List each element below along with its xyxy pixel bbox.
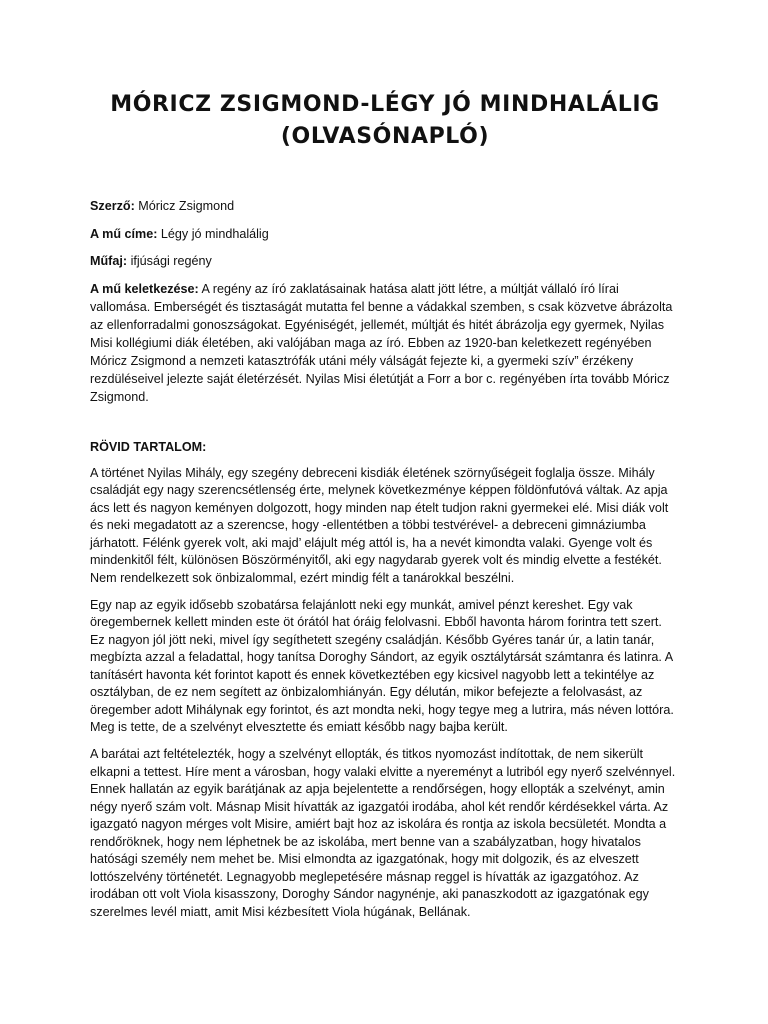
summary-paragraph-1: A történet Nyilas Mihály, egy szegény debreceni kisdiák életének szörnyűségeit foglalja össze. Mihály családját egy nagy szerencsétlenség érte, melynek következménye képpen földönfutóvá váltak. Az apja ács lett és nagyon keményen dolgozott, hogy minden nap ételt tudjon rakni gyermekei elé. Misi diák volt és neki megadatott az a szerencse, hogy -ellentétben a többi testvérével- a debreceni gimnáziumba járhatott. Félénk gyerek volt, aki majd’ elájult még attól is, ha a nevét kimondta valaki. Gyenge volt és mindenkitől félt, különösen Böszörményitől, aki egy nagydarab gyerek volt és mindig elvette a festékét. Nem rendelkezett sok önbizalommal, ezért mindig félt a tanárokkal beszélni. [90,465,669,585]
summary-paragraph-3: A barátai azt feltételezték, hogy a szelvényt ellopták, és titkos nyomozást indítottak, de nem sikerült elkapni a tettest. Híre ment a városban, hogy valaki elvitte a nyereményt a lutriból egy nyerő szelvénnyel. Ennek hallatán az egyik barátjának az apja bejelentette a rendőrségen, hogy ellopták a szelvényt, amin négy nyerő szám volt. Másnap Misit hívatták az igazgatói irodába, ahol két rendőr kérdésekkel várta. Az igazgató nagyon mérges volt Misire, amiért bajt hoz az iskolára és rontja az iskola becsületét. Mondta a rendőröknek, hogy nem léphetnek be az iskolába, mert benne van a szabályzatban, hogy hivatalos hatósági személy nem mehet be. Misi elmondta az igazgatónak, hogy mit dolgozik, és az elveszett lottószelvény történetét. Legnagyobb meglepetésére másnap reggel is hívatták az igazgatóhoz. Az irodában ott volt Viola kisasszony, Doroghy Sándor nagynénje, aki panaszkodott az igazgatónak egy szerelmes levél miatt, amit Misi kézbesített Viola húgának, Bellának. [90,747,676,919]
metadata-block [90,197,680,406]
document-title [90,0,680,153]
work-title-value: Légy jó mindhalálig [160,226,269,241]
title-line-2: (OLVASÓNAPLÓ) [280,124,490,149]
genre-value: ifjúsági regény [130,254,212,268]
work-title-label: A mű címe: [90,226,158,241]
summary-heading: RÖVID TARTALOM: [90,439,207,454]
origin-row [90,280,680,406]
author-row [90,197,680,215]
genre-row [90,252,680,270]
document-page [90,0,680,931]
genre-label: Műfaj: [90,254,128,268]
author-label: Szerző: [90,199,135,213]
origin-value: A regény az író zaklatásainak hatása alatt jött létre, a múltját vállaló író lírai vallomása. Emberségét és tisztaságát mutatta fel benne a vádakkal szemben, s csak közvetve ábrázolta az ellenforradalmi gonoszságokat. Egyéniségét, jellemét, múltját és hitét ábrázolja egy gyermek, Nyilas Misi kollégiumi diák életében, aki valójában maga az író. Ebben az 1920-ban keletkezett regényében Móricz Zsigmond a nemzeti katasztrófák utáni mély válságát fejezte ki, a gyermeki szív” érzékeny rezdüléseivel jelezte saját életérzését. Nyilas Misi életútját a Forr a bor c. regényében írta tovább Móricz Zsigmond. [90,281,673,404]
origin-label: A mű keletkezése: [90,281,199,296]
author-value: Móricz Zsigmond [138,199,235,213]
title-line-1: MÓRICZ ZSIGMOND-LÉGY JÓ MINDHALÁLIG [110,92,660,117]
summary-paragraph-2: Egy nap az egyik idősebb szobatársa felajánlott neki egy munkát, amivel pénzt kereshet. Egy vak öregembernek kellett minden este öt órától hat óráig felolvasni. Ebből havonta három forintra tett szert. Ez nagyon jól jött neki, mivel így segíthetett szegény családján. Később Gyéres tanár úr, a latin tanár, megbízta azzal a feladattal, hogy tanítsa Doroghy Sándort, az egyik osztálytársát számtanra és latinra. A tanításért havonta két forintot kapott és ennek következtében egy kicsivel nagyobb lett a tekintélye az osztályban, de ez nem segített az önbizalomhiányán. Egy délután, mikor befejezte a felolvasást, az öregember adott Mihálynak egy forintot, és azt mondta neki, hogy tegye meg a lutrira, más néven lottóra. Meg is tette, de a szelvényt elvesztette és emiatt később nagy bajba került. [90,597,674,734]
work-title-row [90,225,680,243]
